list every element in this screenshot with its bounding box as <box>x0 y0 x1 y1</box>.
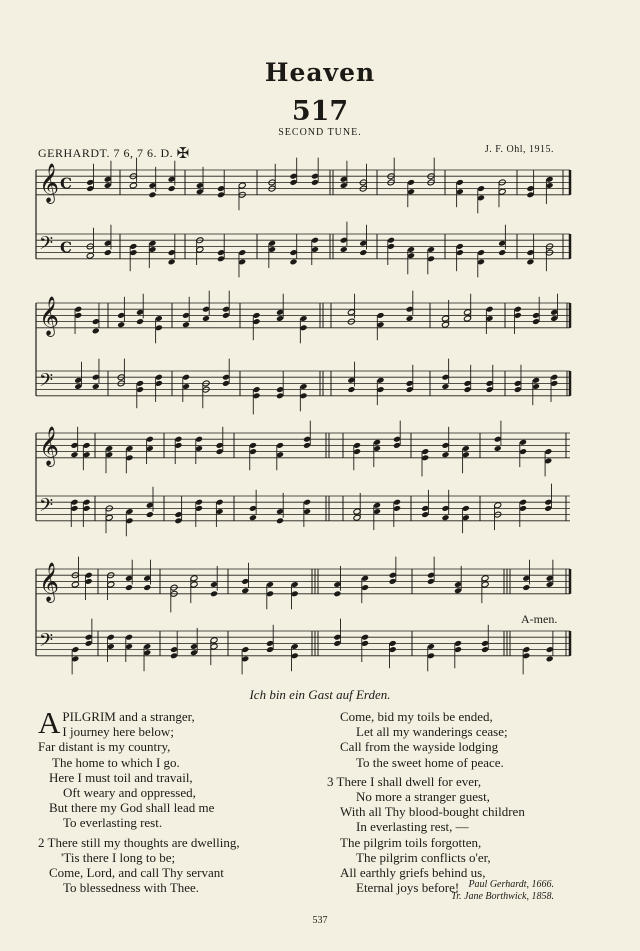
notehead <box>104 249 112 256</box>
lyric-line: Eternal joys before! <box>356 880 460 896</box>
lyric-line: Far distant is my country, <box>38 739 171 755</box>
treble-clef-icon: 𝄞 <box>39 295 60 336</box>
lyric-line: PILGRIM and a stranger, <box>62 709 195 724</box>
notehead <box>92 383 100 390</box>
bass-clef-icon: 𝄢 <box>39 233 54 259</box>
notehead <box>276 517 284 524</box>
lyric-line: The home to which I go. <box>52 754 180 770</box>
lyrics-left-column <box>38 705 240 896</box>
treble-clef-icon: 𝄞 <box>39 425 60 466</box>
notehead <box>340 246 348 253</box>
hymn-subtitle: Ich bin ein Gast auf Erden. <box>249 687 391 702</box>
stanza-2-part-1 <box>38 835 240 896</box>
notehead <box>441 514 449 521</box>
notehead <box>117 321 125 328</box>
amen-label: A-men. <box>521 612 558 626</box>
author-credit: Paul Gerhardt, 1666. <box>468 879 554 890</box>
notehead <box>136 318 144 325</box>
notehead <box>86 252 94 259</box>
translator-credit: Tr. Jane Borthwick, 1858. <box>451 891 554 902</box>
time-signature: C <box>60 174 72 193</box>
lyric-line: Come, bid my toils be ended, <box>340 709 493 724</box>
lyric-line: To everlasting rest. <box>63 815 163 831</box>
tune-name: GERHARDT. <box>38 146 110 160</box>
notehead <box>406 315 414 322</box>
notehead <box>494 445 502 452</box>
lyric-line: No more a stranger guest, <box>356 789 490 805</box>
notehead <box>168 185 176 192</box>
lyric-line: All earthly griefs behind us, <box>340 865 486 881</box>
notehead <box>146 511 154 518</box>
notehead <box>71 581 79 588</box>
lyric-line: To the sweet home of peace. <box>356 754 504 770</box>
treble-clef-icon: 𝄞 <box>39 561 60 602</box>
section-title: Heaven <box>264 58 376 87</box>
bass-clef-icon: 𝄢 <box>39 370 54 396</box>
hymn-number: 517 <box>291 96 349 127</box>
notehead <box>441 383 449 390</box>
composer: J. F. Ohl, 1915. <box>484 144 554 155</box>
lyric-line: In everlasting rest, — <box>356 819 469 835</box>
stanza-2-part-2 <box>340 709 525 770</box>
lyric-line: 2 There still my thoughts are dwelling, <box>38 834 240 850</box>
lyric-line: Call from the wayside lodging <box>340 739 499 755</box>
notehead <box>125 584 133 591</box>
notehead <box>148 191 156 198</box>
notehead <box>522 584 530 591</box>
tune-label: SECOND TUNE. <box>278 127 362 138</box>
lyric-line: Oft weary and oppressed, <box>63 785 196 801</box>
notehead <box>546 655 554 662</box>
page-number: 537 <box>312 915 328 926</box>
notehead <box>441 451 449 458</box>
notehead <box>241 587 249 594</box>
notehead <box>129 182 137 189</box>
attribution <box>451 879 554 903</box>
notehead <box>202 315 210 322</box>
lyric-line: I journey here below; <box>62 724 174 740</box>
meter: 7 6, 7 6. D. <box>113 146 174 160</box>
notehead <box>498 249 506 256</box>
notehead <box>143 584 151 591</box>
lyric-line: Let all my wanderings cease; <box>356 724 508 740</box>
cross-mark-icon: ✠ <box>176 146 190 162</box>
notehead <box>289 258 297 265</box>
lyric-line: To blessedness with Thee. <box>63 880 200 896</box>
bass-clef-icon: 𝄢 <box>39 495 54 521</box>
lyric-line: 'Tis there I long to be; <box>61 849 176 865</box>
notehead <box>526 258 534 265</box>
treble-clef-icon: 𝄞 <box>39 162 60 203</box>
notehead <box>347 386 355 393</box>
lyric-line: The pilgrim conflicts o'er, <box>356 849 491 865</box>
lyric-line: Come, Lord, and call Thy servant <box>49 865 224 881</box>
lyrics-right-column <box>327 709 525 896</box>
stanza-1 <box>38 705 240 831</box>
notehead <box>333 590 341 597</box>
notehead <box>168 258 176 265</box>
notehead <box>249 514 257 521</box>
notehead <box>210 590 218 597</box>
notehead <box>182 321 190 328</box>
time-signature: C <box>60 238 72 257</box>
lyric-line: But there my God shall lead me <box>49 800 215 816</box>
lyric-line: With all Thy blood-bought children <box>340 804 525 820</box>
drop-cap: A <box>38 705 61 740</box>
lyric-line: The pilgrim toils forgotten, <box>340 834 482 850</box>
bass-clef-icon: 𝄢 <box>39 630 54 656</box>
notehead <box>70 451 78 458</box>
notehead <box>359 249 367 256</box>
notehead <box>92 327 100 334</box>
stanza-3 <box>327 773 525 896</box>
lyric-line: Here I must toil and travail, <box>49 769 193 785</box>
lyric-line: 3 There I shall dwell for ever, <box>327 773 482 789</box>
